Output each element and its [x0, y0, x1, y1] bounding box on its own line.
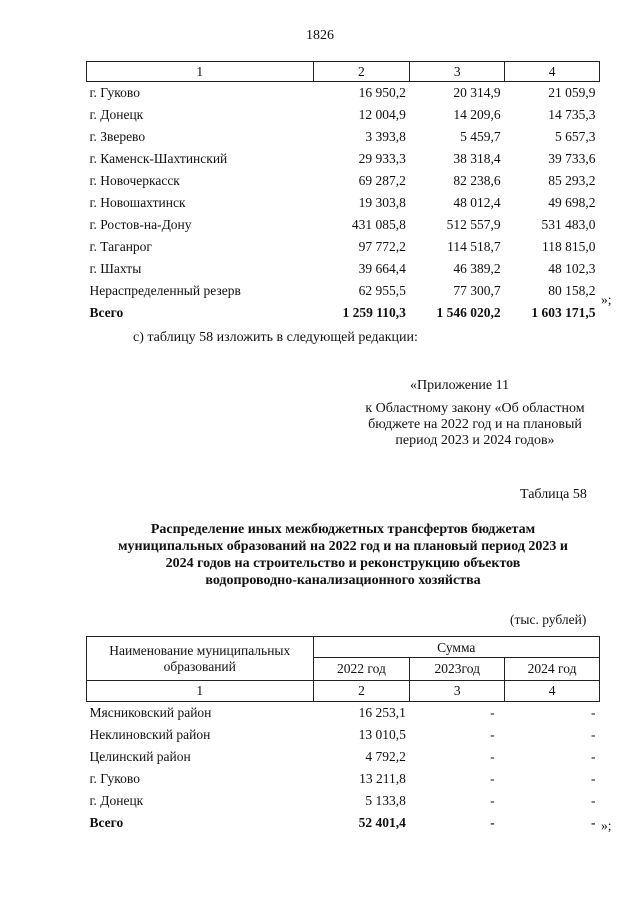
title-line: 2024 годов на строительство и реконструкцию объектов — [165, 556, 521, 571]
cell-value: 39 733,6 — [548, 151, 596, 166]
appendix-line: бюджете на 2022 год и на плановый — [368, 417, 582, 432]
table-row — [87, 82, 600, 105]
table-row — [87, 768, 600, 790]
cell-name: г. Ростов-на-Дону — [89, 217, 192, 232]
table-row — [87, 236, 600, 258]
table-1-header-cell: 1 — [87, 62, 314, 82]
cell-name: Неклиновский район — [89, 727, 211, 742]
cell-name: г. Таганрог — [89, 239, 152, 254]
table-1 — [86, 61, 600, 324]
table-title — [86, 521, 600, 589]
cell-value: 16 253,1 — [358, 705, 406, 720]
cell-value: 48 102,3 — [548, 261, 596, 276]
cell-value: 16 950,2 — [358, 85, 406, 100]
cell-name: Всего — [89, 305, 124, 320]
table-1-header-cell: 4 — [505, 62, 600, 82]
cell-value: 29 933,3 — [358, 151, 406, 166]
cell-value: 21 059,9 — [548, 85, 596, 100]
cell-value: 5 657,3 — [555, 129, 596, 144]
col-header-year: 2024 год — [505, 658, 600, 681]
cell-name: г. Шахты — [89, 261, 142, 276]
cell-value: 49 698,2 — [548, 195, 596, 210]
table-row — [87, 790, 600, 812]
cell-name: Всего — [89, 815, 124, 830]
appendix-line: период 2023 и 2024 годов» — [395, 433, 555, 448]
cell-value: 39 664,4 — [358, 261, 406, 276]
cell-name: г. Новочеркасск — [89, 173, 180, 188]
cell-value: - — [591, 749, 596, 764]
cell-value: 13 010,5 — [358, 727, 406, 742]
cell-value: 13 211,8 — [359, 771, 406, 786]
cell-value: - — [591, 793, 596, 808]
table-row — [87, 214, 600, 236]
cell-value: 80 158,2 — [548, 283, 596, 298]
cell-name: г. Новошахтинск — [89, 195, 186, 210]
table-58 — [86, 636, 600, 834]
cell-name: г. Донецк — [89, 107, 144, 122]
cell-value: 4 792,2 — [365, 749, 406, 764]
table-row — [87, 724, 600, 746]
cell-value: - — [490, 793, 495, 808]
cell-value: 38 318,4 — [453, 151, 501, 166]
cell-value: 1 259 110,3 — [342, 305, 406, 320]
table-58-header-row — [87, 637, 600, 658]
page-number: 1826 — [306, 28, 334, 43]
col-number: 3 — [410, 681, 505, 702]
cell-value: 62 955,5 — [358, 283, 406, 298]
table-total-row — [87, 302, 600, 324]
title-line: муниципальных образований на 2022 год и на плановый период 2023 и — [118, 539, 568, 554]
cell-value: 19 303,8 — [358, 195, 406, 210]
cell-value: 14 209,6 — [453, 107, 501, 122]
cell-value: 85 293,2 — [548, 173, 596, 188]
cell-value: - — [490, 771, 495, 786]
table-row — [87, 702, 600, 725]
appendix-line: к Областному закону «Об областном — [365, 401, 585, 416]
table-label: Таблица 58 — [520, 487, 587, 502]
table-1-header-cell: 2 — [313, 62, 410, 82]
cell-name: г. Гуково — [89, 85, 140, 100]
cell-name: Целинский район — [89, 749, 191, 764]
cell-value: - — [591, 815, 596, 830]
cell-value: 97 772,2 — [358, 239, 406, 254]
table-row — [87, 192, 600, 214]
units-label: (тыс. рублей) — [510, 612, 587, 627]
cell-value: - — [490, 815, 495, 830]
table-58-numbers-row — [87, 681, 600, 702]
cell-value: 114 518,7 — [447, 239, 501, 254]
cell-value: 12 004,9 — [358, 107, 406, 122]
cell-value: 118 815,0 — [542, 239, 596, 254]
cell-name: г. Гуково — [89, 771, 140, 786]
col-number: 1 — [87, 681, 314, 702]
table-row — [87, 126, 600, 148]
cell-name: г. Каменск-Шахтинский — [89, 151, 228, 166]
cell-value: - — [591, 727, 596, 742]
cell-value: 48 012,4 — [453, 195, 501, 210]
col-number: 4 — [505, 681, 600, 702]
cell-value: 77 300,7 — [453, 283, 501, 298]
cell-value: 5 133,8 — [365, 793, 406, 808]
title-line: Распределение иных межбюджетных трансфертов бюджетам — [150, 522, 536, 537]
cell-value: 431 085,8 — [351, 217, 406, 232]
cell-value: - — [591, 771, 596, 786]
cell-value: - — [591, 705, 596, 720]
cell-name: Мясниковский район — [89, 705, 212, 720]
cell-name: Нераспределенный резерв — [89, 283, 241, 298]
table-1-header-row — [87, 62, 600, 82]
col-header-name: Наименование муниципальных образований — [87, 637, 314, 681]
table-1-header-cell: 3 — [410, 62, 505, 82]
cell-value: - — [490, 727, 495, 742]
col-header-year: 2022 год — [313, 658, 410, 681]
cell-name: г. Зверево — [89, 129, 146, 144]
table-row — [87, 104, 600, 126]
cell-name: г. Донецк — [89, 793, 144, 808]
cell-value: 5 459,7 — [460, 129, 501, 144]
cell-value: 20 314,9 — [453, 85, 501, 100]
table-row — [87, 746, 600, 768]
cell-value: 46 389,2 — [453, 261, 501, 276]
cell-value: 1 603 171,5 — [531, 305, 596, 320]
cell-value: 52 401,4 — [358, 815, 406, 830]
appendix-line: «Приложение 11 — [410, 378, 510, 393]
table-total-row — [87, 812, 600, 834]
cell-value: 512 557,9 — [446, 217, 501, 232]
col-header-sum: Сумма — [313, 637, 599, 658]
cell-value: 531 483,0 — [541, 217, 596, 232]
cell-value: - — [490, 749, 495, 764]
cell-value: 3 393,8 — [365, 129, 406, 144]
table-row — [87, 258, 600, 280]
title-line: водопроводно-канализационного хозяйства — [205, 573, 481, 588]
col-number: 2 — [313, 681, 410, 702]
table-row — [87, 280, 600, 302]
table-row — [87, 170, 600, 192]
cell-value: - — [490, 705, 495, 720]
cell-value: 82 238,6 — [453, 173, 501, 188]
col-header-year: 2023год — [410, 658, 505, 681]
amendment-paragraph: с) таблицу 58 изложить в следующей редакции: — [133, 330, 418, 345]
cell-value: 69 287,2 — [358, 173, 406, 188]
table-row — [87, 148, 600, 170]
closing-quote: »; — [601, 292, 612, 307]
cell-value: 14 735,3 — [548, 107, 596, 122]
closing-quote: »; — [601, 818, 612, 833]
cell-value: 1 546 020,2 — [436, 305, 501, 320]
